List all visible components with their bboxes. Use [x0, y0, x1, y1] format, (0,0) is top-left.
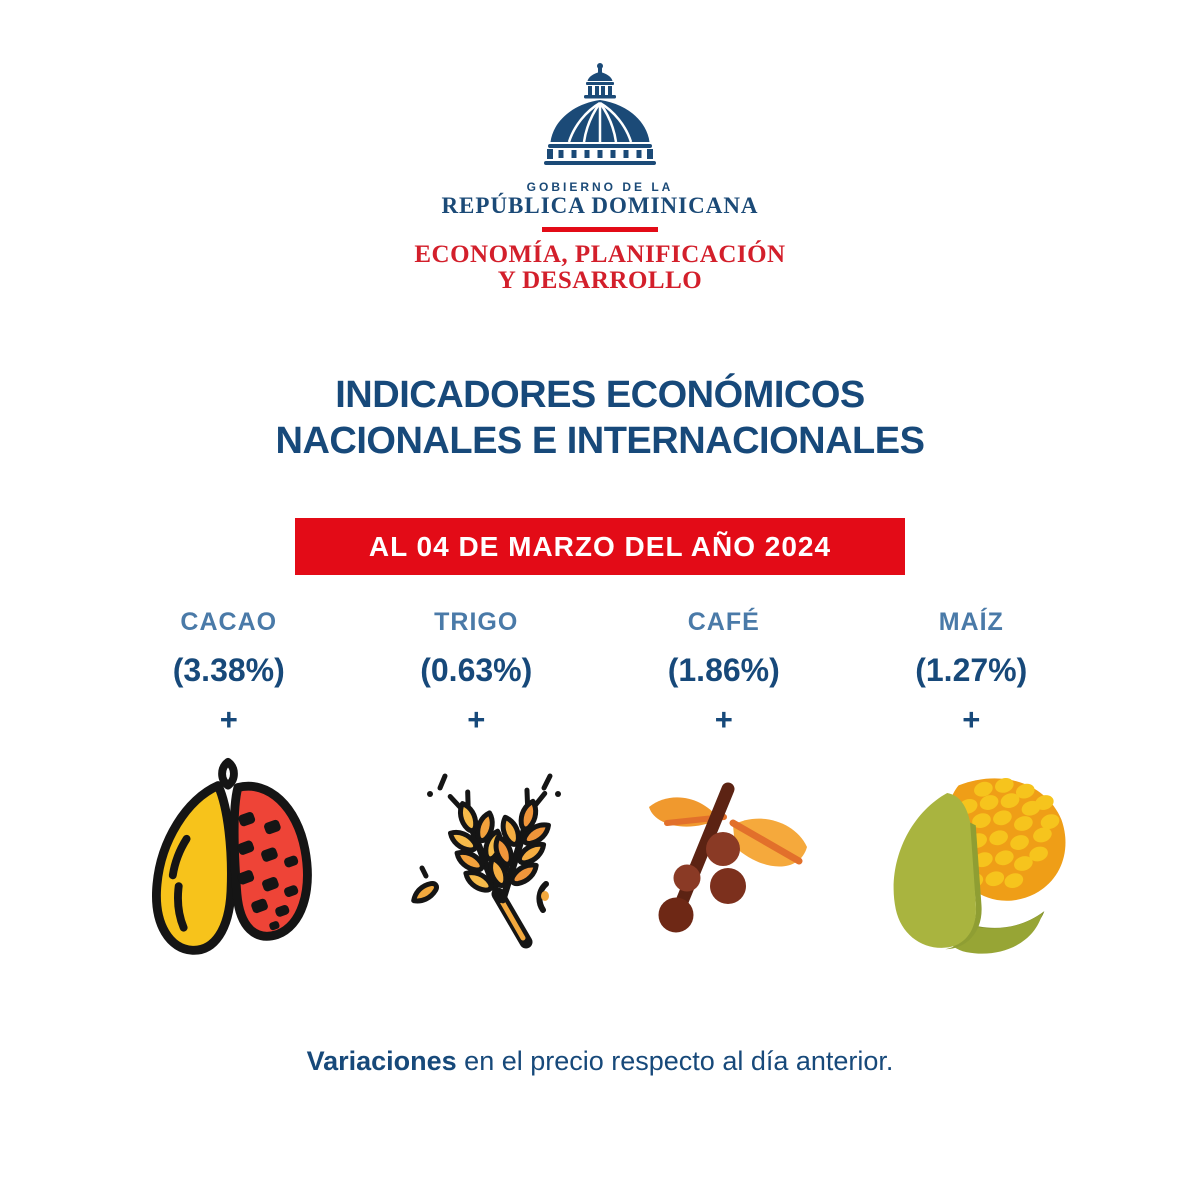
indicator-value: (3.38%) — [172, 652, 285, 688]
government-line: GOBIERNO DE LA — [526, 180, 674, 194]
wheat-ears-icon — [376, 756, 576, 971]
indicator-value: (0.63%) — [420, 652, 533, 688]
cacao-pods-icon — [129, 756, 329, 971]
indicator-name: TRIGO — [434, 608, 519, 636]
indicator-value: (1.86%) — [667, 652, 780, 688]
indicator-card-maiz — [848, 608, 1096, 971]
indicator-name: CACAO — [180, 608, 278, 636]
footer-note-rest: en el precio respecto al día anterior. — [456, 1046, 894, 1076]
indicator-card-trigo — [353, 608, 601, 971]
plus-sign: + — [467, 702, 486, 737]
ministry-name-line2: Y DESARROLLO — [497, 267, 703, 294]
date-banner-label: AL 04 DE MARZO DEL AÑO 2024 — [368, 530, 832, 562]
plus-sign: + — [962, 702, 981, 737]
indicator-card-cafe — [600, 608, 848, 971]
indicator-name: CAFÉ — [687, 608, 760, 636]
logo-red-divider — [542, 227, 658, 232]
page-title-line1: INDICADORES ECONÓMICOS — [335, 374, 865, 416]
plus-sign: + — [714, 702, 733, 737]
footer-note — [0, 1046, 1200, 1077]
capitol-dome-icon — [540, 62, 660, 176]
footer-note-lead: Variaciones — [306, 1046, 457, 1076]
country-name: REPÚBLICA DOMINICANA — [441, 193, 759, 218]
ministry-name-line1: ECONOMÍA, PLANIFICACIÓN — [414, 241, 786, 268]
date-banner — [295, 518, 905, 575]
coffee-berries-icon — [624, 756, 824, 971]
corn-cob-icon — [871, 756, 1071, 971]
plus-sign: + — [219, 702, 238, 737]
indicator-name: MAÍZ — [938, 608, 1004, 636]
indicator-card-cacao — [105, 608, 353, 971]
indicator-value: (1.27%) — [915, 652, 1028, 688]
page-title-line2: NACIONALES E INTERNACIONALES — [275, 420, 925, 462]
indicators-row — [105, 608, 1095, 971]
